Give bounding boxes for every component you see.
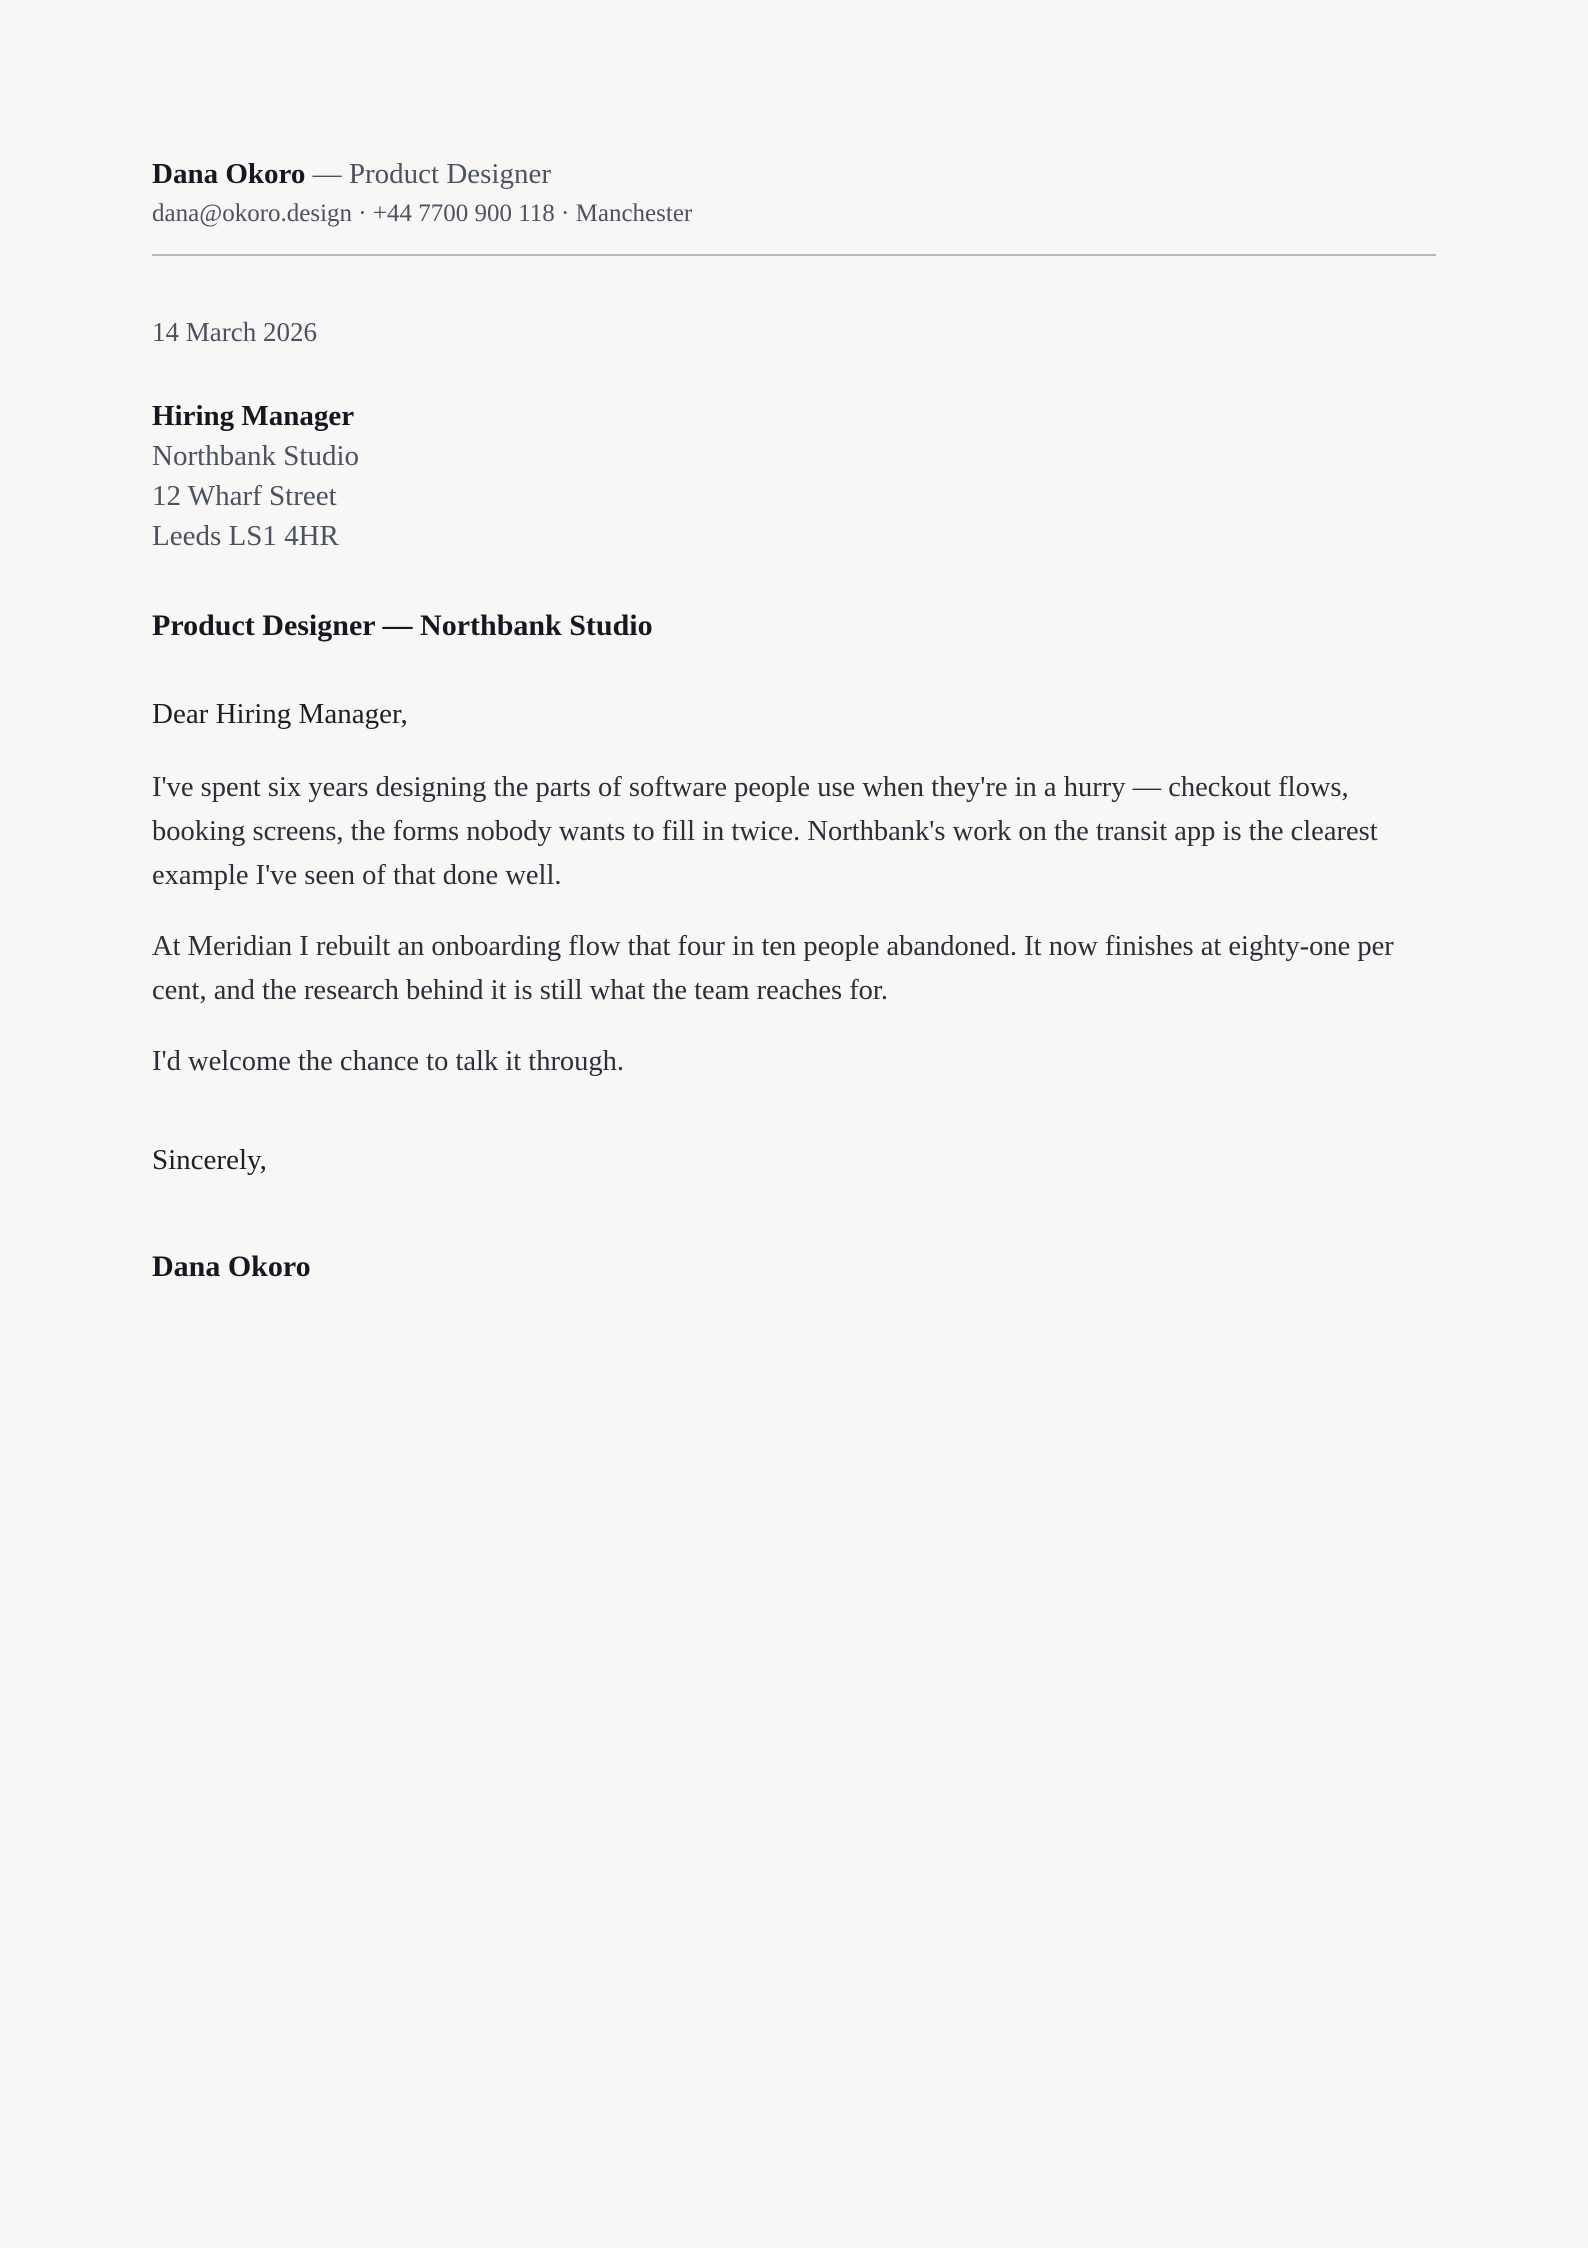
recipient-address (152, 396, 1436, 556)
recipient-street: 12 Wharf Street (152, 480, 337, 512)
recipient-company: Northbank Studio (152, 440, 360, 472)
recipient-city: Leeds LS1 4HR (152, 520, 339, 552)
signature-name: Dana Okoro (152, 1250, 311, 1283)
closing: Sincerely, (152, 1144, 267, 1176)
sender-contact: dana@okoro.design · +44 7700 900 118 · Manchester (152, 200, 693, 227)
letter-date: 14 March 2026 (152, 317, 317, 347)
sender-title: Product Designer (348, 158, 552, 190)
body-paragraph-3: I'd welcome the chance to talk it through. (152, 1046, 625, 1077)
body-paragraph-1: I've spent six years designing the parts of software people use when they're in a hurry — checkout flows, booking screens, the forms nobody wants to fill in twice. Northbank's work on the transit app is the clearest example I've seen of that done well. (152, 772, 1378, 891)
header-divider (152, 254, 1436, 256)
title-separator: — (305, 158, 349, 190)
letterhead (152, 152, 1436, 256)
recipient-title: Hiring Manager (152, 400, 355, 432)
subject-line: Product Designer — Northbank Studio (152, 609, 653, 642)
letterhead-name-line (152, 152, 1436, 196)
sender-name: Dana Okoro (152, 158, 306, 190)
salutation: Dear Hiring Manager, (152, 698, 408, 730)
letter-body (152, 766, 1436, 1084)
body-paragraph-2: At Meridian I rebuilt an onboarding flow that four in ten people abandoned. It now finishes at eighty-one per cent, and the research behind it is still what the team reaches for. (152, 931, 1394, 1006)
